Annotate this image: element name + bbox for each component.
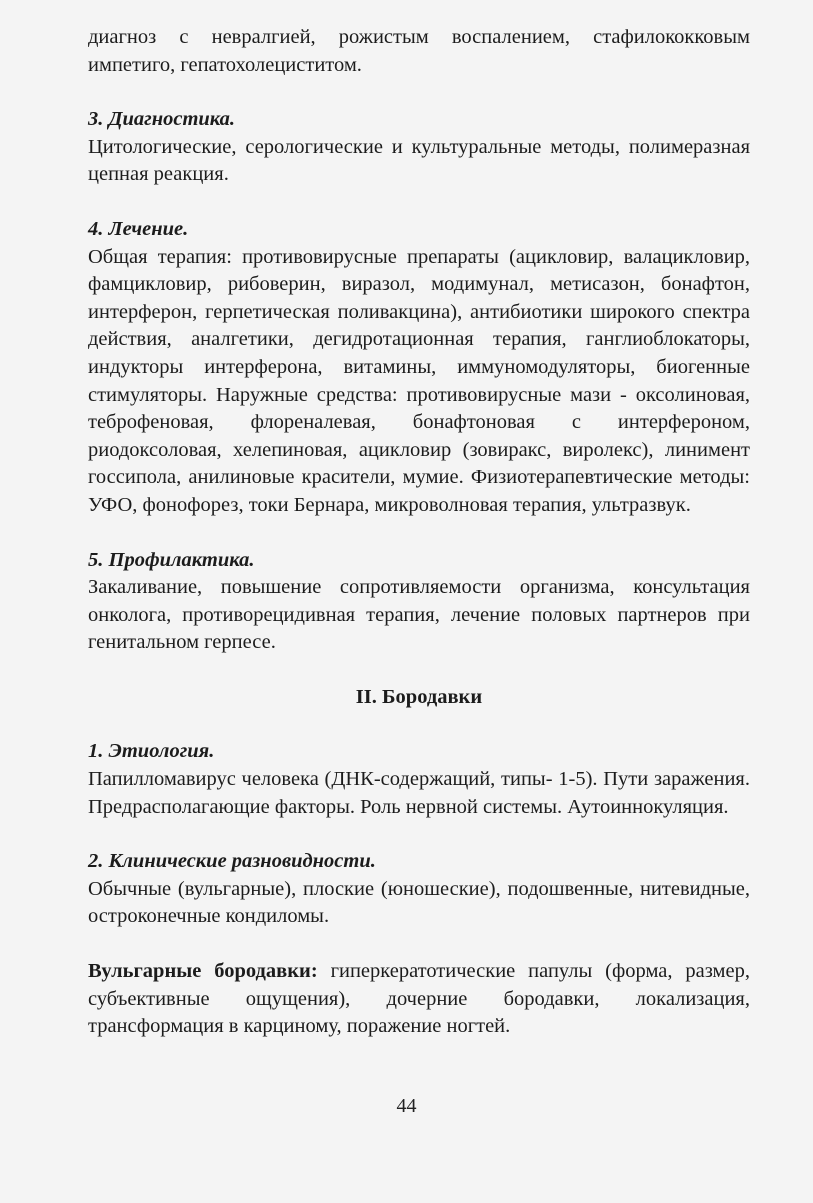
section-paragraph: Цитологические, серологические и культуральные методы, полимеразная цепная реакция. [88, 135, 750, 186]
chapter-title: II. Бородавки [355, 685, 483, 708]
section-paragraph: Общая терапия: противовирусные препараты (ацикловир, валацикловир, фамцикловир, рибоверин, виразол, модимунал, метисазон, бонафтон, интерферон, герпетическая поливакцина), антибиотики широкого спектра действия, аналгетики, дегидротационная терапия, ганглиоблокаторы, индукторы интерферона, витамины, иммуномодуляторы, биогенные стимуляторы. Наружные средства: противовирусные мази - оксолиновая, теброфеновая, флореналевая, бонафтоновая с интерфероном, риодоксоловая, хелепиновая, ацикловир (зовиракс, виролекс), линимент госсипола, анилиновые красители, мумие. Физиотерапевтические методы: УФО, фонофорез, токи Бернара, микроволновая терапия, ультразвук. [88, 245, 750, 516]
term-description: гиперкератотические папулы (форма, размер, субъективные ощущения), дочерние бородавки, локализация, трансформация в карциному, поражение ногтей. [88, 960, 751, 1038]
section-etiology [88, 738, 750, 821]
section-heading: 2. Клинические разновидности. [88, 850, 376, 873]
intro-paragraph: диагноз с невралгией, рожистым воспалением, стафилококковым импетиго, гепатохолециститом. [88, 26, 750, 76]
section-diagnostics [88, 106, 750, 189]
page-number: 44 [396, 1095, 417, 1117]
section-paragraph: Обычные (вульгарные), плоские (юношеские), подошвенные, нитевидные, остроконечные кондиломы. [88, 877, 750, 928]
section-heading: 4. Лечение. [88, 217, 189, 240]
section-heading: 1. Этиология. [88, 740, 215, 763]
vulgar-warts-paragraph [88, 958, 750, 1041]
section-treatment [88, 216, 750, 520]
section-heading: 5. Профилактика. [88, 548, 255, 571]
term-label: Вульгарные бородавки: [88, 960, 318, 983]
section-paragraph: Закаливание, повышение сопротивляемости организма, консультация онколога, противорецидивная терапия, лечение половых партнеров при генитальном герпесе. [88, 576, 750, 654]
section-vulgar-warts [88, 958, 750, 1041]
section-clinical-types [88, 848, 750, 931]
section-heading: 3. Диагностика. [88, 108, 236, 131]
section-prevention [88, 547, 750, 657]
section-paragraph: Папилломавирус человека (ДНК-содержащий, типы- 1-5). Пути заражения. Предрасполагающие факторы. Роль нервной системы. Аутоиннокуляция. [88, 768, 750, 818]
document-page [88, 24, 750, 1041]
